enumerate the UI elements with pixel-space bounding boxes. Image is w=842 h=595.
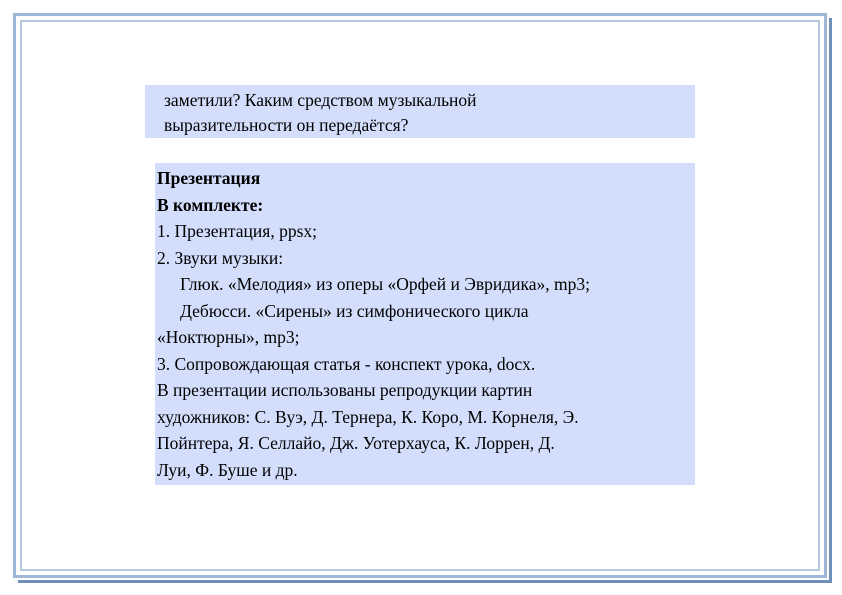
- sound-debussy-line-1: Дебюсси. «Сирены» из симфонического цикла: [180, 300, 529, 321]
- question-text-block: [145, 85, 695, 138]
- kit-item-presentation: 1. Презентация, ppsx;: [157, 221, 317, 241]
- presentation-info-block: [155, 163, 695, 485]
- note-line-2: художников: С. Вуэ, Д. Тернера, К. Коро, М. Корнеля, Э.: [157, 406, 579, 427]
- sound-debussy-line-2: «Ноктюрны», mp3;: [157, 327, 300, 347]
- note-line-4: Луи, Ф. Буше и др.: [157, 459, 298, 480]
- sound-gluck: Глюк. «Мелодия» из оперы «Орфей и Эвридика», mp3;: [180, 274, 590, 294]
- note-line-1: В презентации использованы репродукции картин: [157, 380, 533, 400]
- kit-item-article: 3. Сопровождающая статья - конспект урока, docx.: [157, 353, 536, 374]
- question-line-2: выразительности он передаётся?: [164, 115, 409, 135]
- note-line-3: Пойнтера, Я. Селлайо, Дж. Уотерхауса, К. Лоррен, Д.: [157, 433, 555, 453]
- kit-item-sounds: 2. Звуки музыки:: [157, 247, 284, 268]
- kit-heading: В комплекте:: [157, 194, 264, 215]
- question-line-1: заметили? Каким средством музыкальной: [164, 90, 477, 110]
- presentation-heading: Презентация: [157, 168, 261, 188]
